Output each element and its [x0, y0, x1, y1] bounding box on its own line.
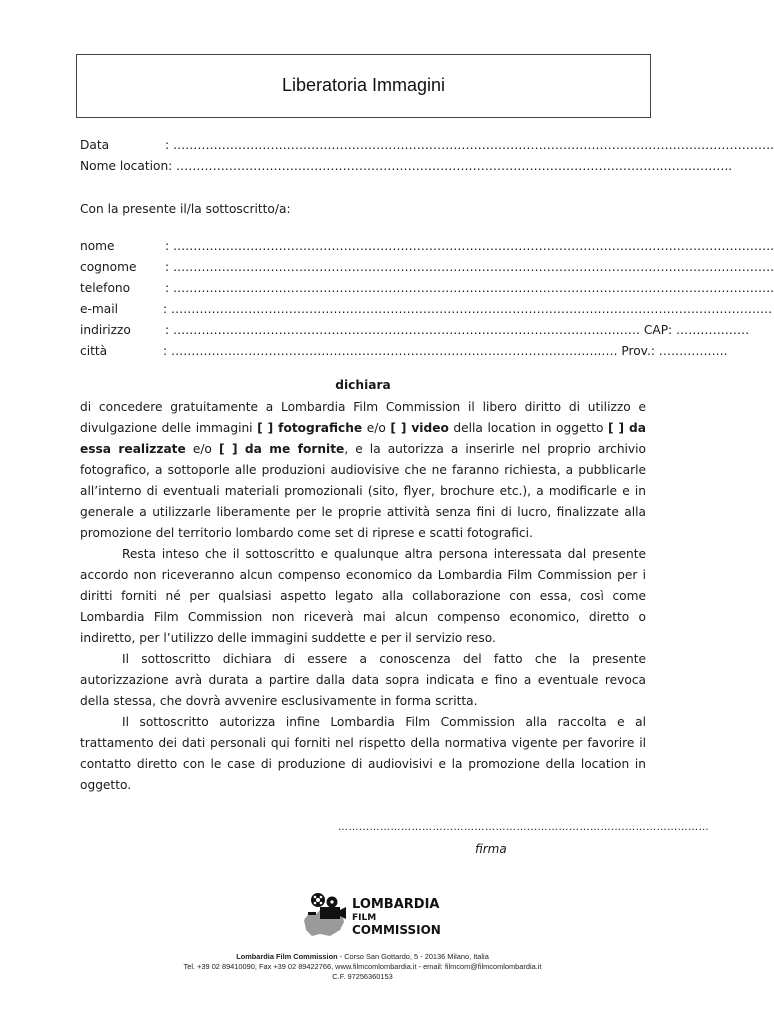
checkbox-da-me-fornite[interactable]: [ ] da me fornite — [218, 442, 345, 456]
firma-label: firma — [475, 842, 507, 856]
paragraph-4: Il sottoscritto autorizza infine Lombardia Film Commission alla raccolta e al trattamento dei dati personali qui forniti nel rispetto della normativa vigente per favorire il contatto diretto con le case di produzione di audiovisivi e la promozione della location in oggetto. — [80, 715, 646, 792]
text: e/o — [185, 442, 219, 456]
logo-line-2: FILM — [352, 913, 377, 923]
footer-address — [0, 952, 725, 961]
field-label: Data — [80, 138, 110, 152]
footer-address-text: - Corso San Gottardo, 5 - 20136 Milano, Italia — [337, 952, 489, 961]
dichiara-heading: dichiara — [335, 378, 391, 392]
field-value[interactable]: : …………………………………………………………………………………………….…. Prov.: …………….. — [163, 344, 728, 358]
footer-cf: C.F. 97256360153 — [332, 972, 393, 981]
text: della location in oggetto — [448, 421, 609, 435]
field-value[interactable]: ……………………………………………………………………………………………………………………….. — [176, 159, 733, 173]
text: di concedere gratuitamente a Lombardia Film Commission il libero diritto di utilizzo e divulgazione delle immagini — [80, 400, 646, 435]
document-title: Liberatoria Immagini — [281, 75, 446, 95]
field-label: cognome — [80, 260, 137, 274]
paragraph-2: Resta inteso che il sottoscritto e qualunque altra persona interessata dal presente accordo non riceveranno alcun compenso economico da Lombardia Film Commission per i diritti forniti né per qualsiasi aspetto legato alla collaborazione con essa, così come Lombardia Film Commission non riceverà mai alcun compenso economico, diretto o indiretto, per l’utilizzo delle immagini suddette e per il servizio reso. — [80, 547, 646, 645]
footer-org: Lombardia Film Commission — [236, 952, 338, 961]
paragraph-1 — [80, 397, 646, 544]
field-label: e-mail — [80, 302, 119, 316]
lombardia-film-commission-logo — [300, 890, 441, 940]
title-box — [76, 54, 651, 118]
checkbox-video[interactable]: [ ] video — [390, 421, 449, 435]
logo-line-3: COMMISSION — [352, 923, 441, 937]
field-value[interactable]: : ……………………………………………………………………………………………….…… CAP: ……………… — [165, 323, 750, 337]
field-label: telefono — [80, 281, 131, 295]
field-label: Nome location: — [80, 159, 173, 173]
text: e/o — [362, 421, 391, 435]
checkbox-da-essa-realizzate[interactable]: [ ] da essa realizzate — [80, 421, 646, 456]
logo-line-1: LOMBARDIA — [352, 897, 440, 912]
intro-text: Con la presente il/la sottoscritto/a: — [80, 202, 291, 216]
text: , e la autorizza a inserirle nel proprio archivio fotografico, a sottoporle alle produzioni audiovisive che ne faranno richiesta, a pubblicarle all’interno di eventuali materiali promozionali (sito, flyer, brochure etc.), a modificarle e in generale a utilizzarle liberamente per le proprie attività senza fini di lucro, finalizzate alla promozione del territorio lombardo come set di riprese e scatti fotografici. — [80, 442, 646, 540]
signature-line[interactable]: ……………………………………………………………………….…………………… — [338, 822, 710, 833]
checkbox-fotografiche[interactable]: [ ] fotografiche — [257, 421, 363, 435]
paragraph-3: Il sottoscritto dichiara di essere a conoscenza del fatto che la presente autorizzazione avrà durata a partire dalla data sopra indicata e fino a eventuale revoca della stessa, che dovrà avvenire esclusivamente in forma scritta. — [80, 652, 646, 708]
footer-contacts: Tel. +39 02 89410090, Fax +39 02 89422766, www.filmcomlombardia.it - email: filmcom@filmcomlombardia.it — [183, 962, 542, 971]
field-value[interactable]: : …………………………………………………………………………………………………………………………………. — [165, 138, 774, 152]
field-value[interactable]: : …………………………………………………………………………………………………………………………………. — [165, 281, 774, 295]
field-value[interactable]: : …………………………………………………………………………………………………………………………………. — [163, 302, 773, 316]
field-value[interactable]: : …………………………………………………………………………………………………………………………………. — [165, 260, 774, 274]
field-label: indirizzo — [80, 323, 131, 337]
field-value[interactable]: : …………………………………………………………………………………………………………………………………. — [165, 239, 774, 253]
field-label: città — [80, 344, 108, 358]
field-label: nome — [80, 239, 115, 253]
body-text — [80, 397, 646, 796]
